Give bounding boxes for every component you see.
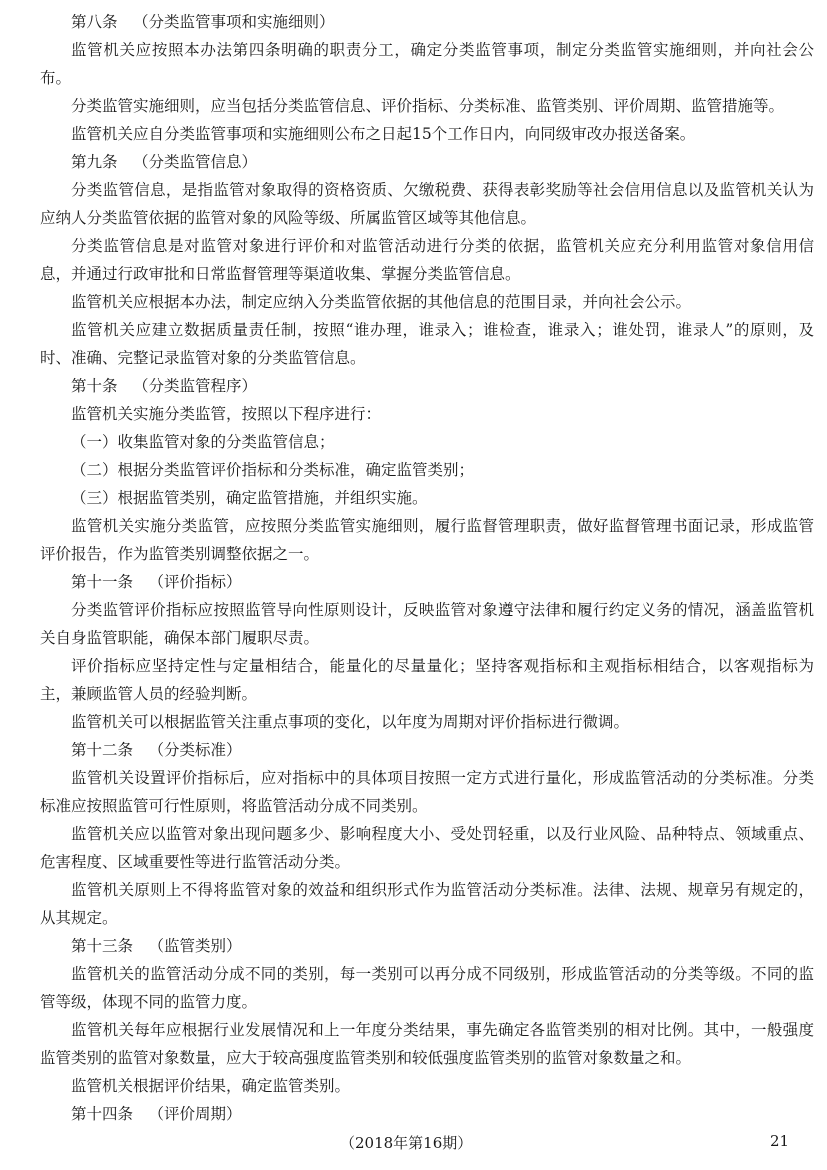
article-paragraph: 监管机关应自分类监管事项和实施细则公布之日起15个工作日内，向同级审改办报送备案。 (71, 125, 696, 143)
article-paragraph: 监管机关每年应根据行业发展情况和上一年度分类结果，事先确定各监管类别的相对比例。其中，一般强度监管类别的监管对象数量，应大于较高强度监管类别和较低强度监管类别的监管对象数量之和。 (40, 1021, 814, 1067)
article-heading (40, 932, 814, 960)
article-paragraph: 监管机关的监管活动分成不同的类别，每一类别可以再分成不同级别，形成监管活动的分类等级。不同的监管等级，体现不同的监管力度。 (40, 965, 814, 1011)
article-paragraph: 分类监管实施细则，应当包括分类监管信息、评价指标、分类标准、监管类别、评价周期、监管措施等。 (71, 97, 785, 115)
article-paragraph: 监管机关应根据本办法，制定应纳入分类监管依据的其他信息的范围目录，并向社会公示。 (71, 293, 692, 311)
article-title: （分类标准） (148, 741, 242, 759)
page-number: 21 (770, 1132, 790, 1150)
article-title: （分类监管程序） (133, 377, 258, 395)
article-paragraph: 监管机关实施分类监管，按照以下程序进行： (71, 405, 382, 423)
issue-label: （2018年第16期） (340, 1134, 473, 1152)
article-paragraph: 分类监管评价指标应按照监管导向性原则设计，反映监管对象遵守法律和履行约定义务的情况，涵盖监管机关自身监管职能，确保本部门履职尽责。 (40, 601, 814, 647)
article-paragraph: 分类监管信息是对监管对象进行评价和对监管活动进行分类的依据，监管机关应充分利用监管对象信用信息，并通过行政审批和日常监督管理等渠道收集、掌握分类监管信息。 (40, 237, 814, 283)
article-title: （监管类别） (148, 937, 242, 955)
article-paragraph: 监管机关可以根据监管关注重点事项的变化，以年度为周期对评价指标进行微调。 (71, 713, 630, 731)
article-paragraph: 监管机关原则上不得将监管对象的效益和组织形式作为监管活动分类标准。法律、法规、规章另有规定的，从其规定。 (40, 881, 814, 927)
document-body (40, 8, 814, 1128)
article-number: 第八条 (71, 13, 118, 31)
article-paragraph: 评价指标应坚持定性与定量相结合，能量化的尽量量化；坚持客观指标和主观指标相结合，以客观指标为主，兼顾监管人员的经验判断。 (40, 657, 814, 703)
article-paragraph: 监管机关实施分类监管，应按照分类监管实施细则，履行监督管理职责，做好监督管理书面记录，形成监管评价报告，作为监管类别调整依据之一。 (40, 517, 814, 563)
article-paragraph: 监管机关应建立数据质量责任制，按照“谁办理，谁录入；谁检查，谁录入；谁处罚，谁录人”的原则，及时、准确、完整记录监管对象的分类监管信息。 (40, 321, 814, 367)
article-number: 第十条 (71, 377, 118, 395)
article-heading (40, 736, 814, 764)
list-item: （一）收集监管对象的分类监管信息； (71, 433, 335, 451)
article-number: 第十三条 (71, 937, 134, 955)
article-number: 第九条 (71, 153, 118, 171)
article-heading (40, 148, 814, 176)
article-title: （评价指标） (148, 573, 242, 591)
article-paragraph: 监管机关设置评价指标后，应对指标中的具体项目按照一定方式进行量化，形成监管活动的分类标准。分类标准应按照监管可行性原则，将监管活动分成不同类别。 (40, 769, 814, 815)
article-heading (40, 1100, 814, 1128)
article-heading (40, 568, 814, 596)
article-paragraph: 监管机关应按照本办法第四条明确的职责分工，确定分类监管事项，制定分类监管实施细则，并向社会公布。 (40, 41, 814, 87)
article-title: （分类监管信息） (133, 153, 258, 171)
article-heading (40, 372, 814, 400)
article-paragraph: 监管机关根据评价结果，确定监管类别。 (71, 1077, 351, 1095)
article-number: 第十一条 (71, 573, 134, 591)
article-title: （评价周期） (148, 1105, 242, 1123)
list-item: （二）根据分类监管评价指标和分类标准，确定监管类别； (71, 461, 475, 479)
article-paragraph: 监管机关应以监管对象出现问题多少、影响程度大小、受处罚轻重，以及行业风险、品种特点、领域重点、危害程度、区域重要性等进行监管活动分类。 (40, 825, 814, 871)
article-number: 第十四条 (71, 1105, 134, 1123)
article-heading (40, 8, 814, 36)
article-paragraph: 分类监管信息，是指监管对象取得的资格资质、欠缴税费、获得表彰奖励等社会信用信息以及监管机关认为应纳人分类监管依据的监管对象的风险等级、所属监管区域等其他信息。 (40, 181, 814, 227)
list-item: （三）根据监管类别，确定监管措施，并组织实施。 (71, 489, 428, 507)
article-title: （分类监管事项和实施细则） (133, 13, 335, 31)
article-number: 第十二条 (71, 741, 134, 759)
